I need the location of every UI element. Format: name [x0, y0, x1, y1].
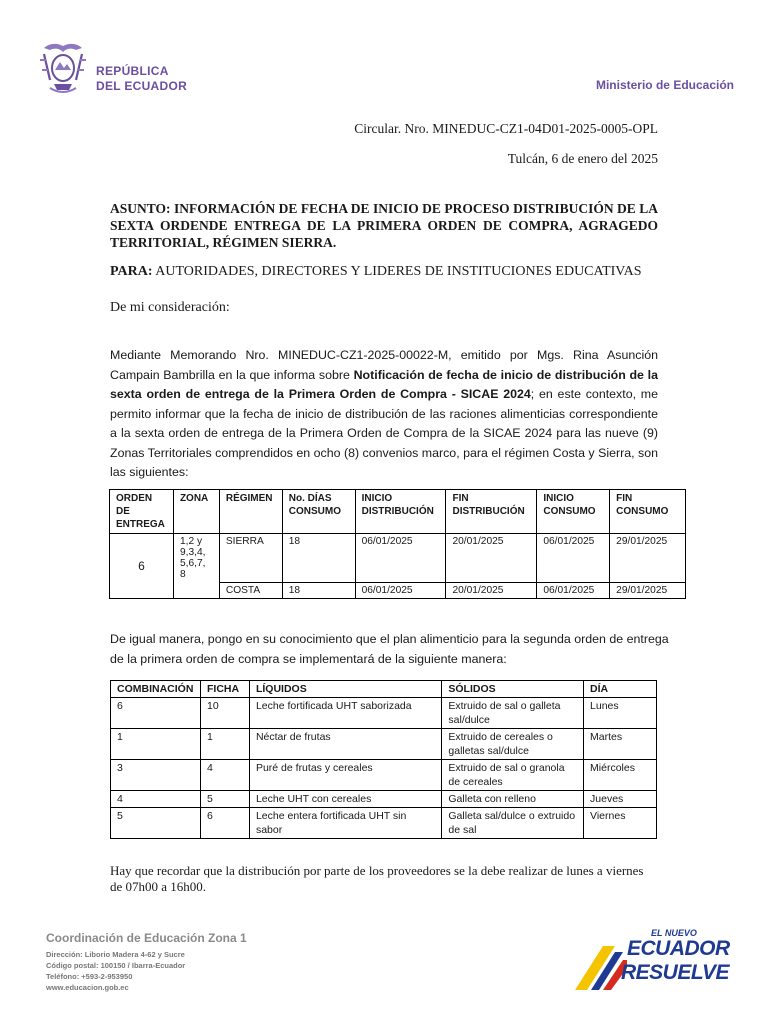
table-cell: 5	[200, 791, 249, 808]
table-cell: Leche entera fortificada UHT sin sabor	[249, 808, 441, 839]
table-header-row	[111, 681, 657, 698]
table-cell: 6	[200, 808, 249, 839]
table-cell: 10	[200, 698, 249, 729]
table-cell: 1	[111, 729, 201, 760]
coordination-name: Coordinación de Educación Zona 1	[46, 931, 247, 945]
place-date: Tulcán, 6 de enero del 2025	[507, 151, 658, 166]
table-cell: 4	[200, 760, 249, 791]
table-cell: 29/01/2025	[610, 534, 686, 583]
footer-address: Dirección: Liborio Madera 4-62 y Sucre	[46, 950, 185, 959]
table-cell: Extruido de cereales o galletas sal/dulce	[442, 729, 584, 760]
header-cell: No. DÍAS CONSUMO	[282, 490, 355, 534]
table-cell: 06/01/2025	[537, 534, 610, 583]
table-cell: 18	[282, 534, 355, 583]
table-row	[111, 760, 657, 791]
flag-stripes-icon	[565, 938, 627, 994]
greeting: De mi consideración:	[110, 300, 230, 315]
republic-name-line1: REPÚBLICA	[96, 64, 169, 78]
table-row	[111, 808, 657, 839]
logo-text-ecuador: ECUADOR	[627, 937, 730, 960]
header-cell: ORDEN DE ENTREGA	[110, 490, 174, 534]
recipients	[110, 264, 670, 280]
table-cell: Galleta con relleno	[442, 791, 584, 808]
table-header-row	[110, 490, 686, 534]
header-cell: FIN DISTRIBUCIÓN	[446, 490, 537, 534]
header-cell: DÍA	[584, 681, 657, 698]
table-cell: Galleta sal/dulce o extruido de sal	[442, 808, 584, 839]
table-cell: 20/01/2025	[446, 534, 537, 583]
table-cell: 06/01/2025	[355, 583, 446, 599]
ecuador-resuelve-logo	[565, 928, 730, 994]
header-cell: INICIO CONSUMO	[537, 490, 610, 534]
header-cell: COMBINACIÓN	[111, 681, 201, 698]
distribution-table	[109, 489, 686, 599]
ecuador-coat-of-arms-icon	[36, 40, 90, 96]
table-cell: 3	[111, 760, 201, 791]
republic-name-line2: DEL ECUADOR	[96, 79, 188, 93]
table-cell: Leche UHT con cereales	[249, 791, 441, 808]
header-cell: FICHA	[200, 681, 249, 698]
body-paragraph-1	[110, 346, 658, 483]
table-cell: 20/01/2025	[446, 583, 537, 599]
table-cell: Néctar de frutas	[249, 729, 441, 760]
body1-bold: Notificación de fecha de inicio de distribución de la sexta orden de entrega de la Primera Orden de Compra - SICAE 2024	[110, 367, 658, 401]
table-cell: SIERRA	[219, 534, 282, 583]
table-cell: 18	[282, 583, 355, 599]
header-cell: RÉGIMEN	[219, 490, 282, 534]
table-cell: 06/01/2025	[355, 534, 446, 583]
table-cell: 5	[111, 808, 201, 839]
header-cell: LÍQUIDOS	[249, 681, 441, 698]
body1-part2: ; en este contexto, me permito informar que la fecha de inicio de distribución de las raciones alimenticias correspondiente a la sexta orden de entrega de la Primera Orden de Compra de la SICAE 2024 para las nueve (9) Zonas Territoriales comprendidos en ocho (8) convenios marco, para el régimen Costa y Sierra, son las siguientes:	[110, 387, 658, 479]
meal-plan-table	[110, 680, 657, 839]
table-cell: Martes	[584, 729, 657, 760]
zone-cell: 1,2 y 9,3,4, 5,6,7, 8	[173, 534, 219, 599]
table-row	[110, 534, 686, 583]
header-cell: FIN CONSUMO	[610, 490, 686, 534]
table-cell: Extruido de sal o galleta sal/dulce	[442, 698, 584, 729]
table-cell: COSTA	[219, 583, 282, 599]
footer-website: www.educacion.gob.ec	[46, 983, 129, 992]
footer-postal: Código postal: 100150 / Ibarra-Ecuador	[46, 961, 186, 970]
table-cell: 1	[200, 729, 249, 760]
table-cell: Lunes	[584, 698, 657, 729]
table-cell: 29/01/2025	[610, 583, 686, 599]
ministry-name: Ministerio de Educación	[595, 78, 734, 92]
logo-text-resuelve: RESUELVE	[621, 961, 730, 984]
footer-phone: Teléfono: +593-2-953950	[46, 972, 133, 981]
header-cell: ZONA	[173, 490, 219, 534]
table-cell: Jueves	[584, 791, 657, 808]
table-cell: 6	[111, 698, 201, 729]
table-cell: 4	[111, 791, 201, 808]
table-cell: 06/01/2025	[537, 583, 610, 599]
header-cell: SÓLIDOS	[442, 681, 584, 698]
table-row	[111, 698, 657, 729]
circular-number: Circular. Nro. MINEDUC-CZ1-04D01-2025-0005-OPL	[354, 121, 658, 136]
recipients-label: PARA:	[110, 264, 153, 279]
body-paragraph-2: De igual manera, pongo en su conocimiento que el plan alimenticio para la segunda orden de entrega de la primera orden de compra se implementará de la siguiente manera:	[110, 632, 669, 666]
body1-part1: Mediante Memorando Nro. MINEDUC-CZ1-2025-00022-M, emitido por Mgs. Rina Asunción Campain Bambrilla en la que informa sobre	[110, 348, 658, 382]
logo-text-small: EL NUEVO	[651, 928, 697, 938]
order-cell: 6	[110, 534, 174, 599]
subject: ASUNTO: INFORMACIÓN DE FECHA DE INICIO DE PROCESO DISTRIBUCIÓN DE LA SEXTA ORDENDE ENTREGA DE LA PRIMERA ORDEN DE COMPRA, AGRAGEDO TERRITORIAL, RÉGIMEN SIERRA.	[110, 201, 658, 250]
table-cell: Miércoles	[584, 760, 657, 791]
closing-paragraph: Hay que recordar que la distribución por parte de los proveedores se la debe realizar de lunes a viernes de 07h00 a 16h00.	[110, 863, 644, 894]
header-cell: INICIO DISTRIBUCIÓN	[355, 490, 446, 534]
table-row	[111, 791, 657, 808]
table-row	[111, 729, 657, 760]
table-cell: Viernes	[584, 808, 657, 839]
recipients-text: AUTORIDADES, DIRECTORES Y LIDERES DE INSTITUCIONES EDUCATIVAS	[152, 264, 642, 279]
table-cell: Leche fortificada UHT saborizada	[249, 698, 441, 729]
table-cell: Extruido de sal o granola de cereales	[442, 760, 584, 791]
table-cell: Puré de frutas y cereales	[249, 760, 441, 791]
